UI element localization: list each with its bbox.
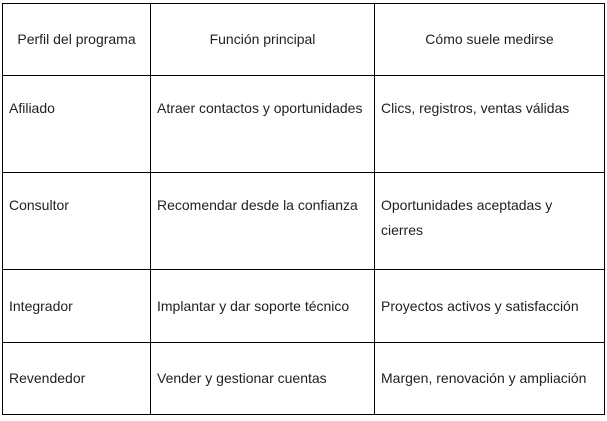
table-row [3, 270, 605, 343]
header-main-function: Función principal [151, 4, 375, 76]
cell-measurement: Margen, renovación y ampliación [375, 343, 605, 415]
cell-measurement: Proyectos activos y satisfacción [375, 270, 605, 343]
cell-main-function: Vender y gestionar cuentas [151, 343, 375, 415]
cell-main-function: Atraer contactos y oportunidades [151, 76, 375, 173]
cell-profile: Afiliado [3, 76, 151, 173]
cell-main-function: Recomendar desde la confianza [151, 173, 375, 270]
table-header-row [3, 4, 605, 76]
table-row [3, 173, 605, 270]
header-profile: Perfil del programa [3, 4, 151, 76]
cell-main-function: Implantar y dar soporte técnico [151, 270, 375, 343]
cell-profile: Consultor [3, 173, 151, 270]
cell-measurement: Clics, registros, ventas válidas [375, 76, 605, 173]
cell-profile: Revendedor [3, 343, 151, 415]
cell-measurement: Oportunidades aceptadas y cierres [375, 173, 605, 270]
cell-profile: Integrador [3, 270, 151, 343]
header-measurement: Cómo suele medirse [375, 4, 605, 76]
table-row [3, 76, 605, 173]
table-row [3, 343, 605, 415]
program-profiles-table [2, 3, 605, 415]
